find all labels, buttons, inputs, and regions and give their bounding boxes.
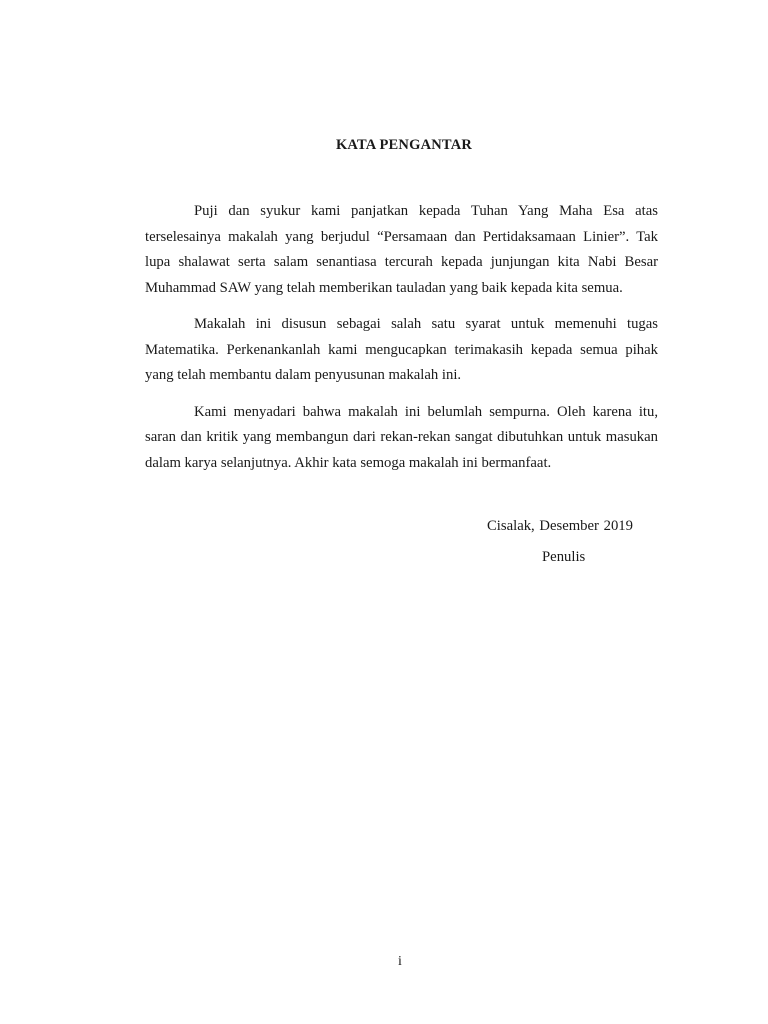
paragraph-1: Puji dan syukur kami panjatkan kepada Tuhan Yang Maha Esa atas terselesainya makalah yang berjudul “Persamaan dan Pertidaksamaan Linier”. Tak lupa shalawat serta salam senantiasa tercurah kepada junjungan kita Nabi Besar Muhammad SAW yang telah memberikan tauladan yang baik kepada kita semua.: [145, 203, 658, 296]
page-title: KATA PENGANTAR: [335, 137, 473, 153]
paragraph-2: Makalah ini disusun sebagai salah satu syarat untuk memenuhi tugas Matematika. Perkenankanlah kami mengucapkan terimakasih kepada semua pihak yang telah membantu dalam penyusunan makalah ini.: [145, 316, 658, 383]
document-body: [145, 199, 658, 487]
page-number: i: [398, 954, 402, 969]
paragraph-3: Kami menyadari bahwa makalah ini belumlah sempurna. Oleh karena itu, saran dan kritik yang membangun dari rekan-rekan sangat dibutuhkan untuk masukan dalam karya selanjutnya. Akhir kata semoga makalah ini bermanfaat.: [145, 403, 658, 471]
author-signature: Penulis: [542, 549, 586, 565]
place-date: Cisalak, Desember 2019: [487, 518, 633, 534]
